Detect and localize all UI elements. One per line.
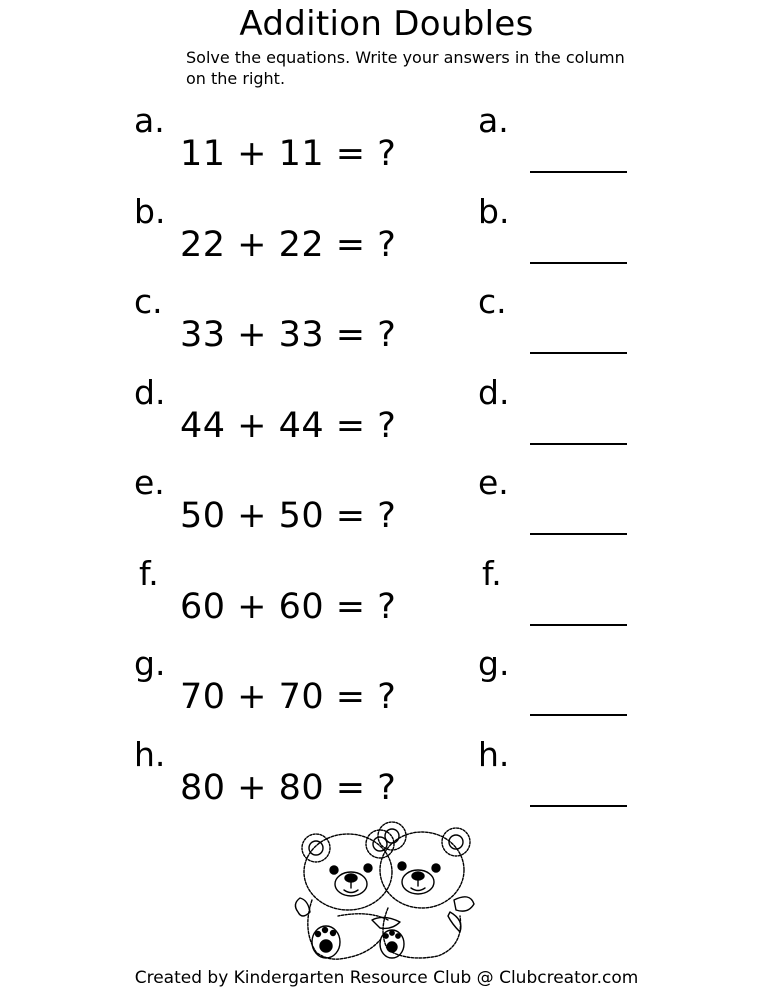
answer-blank[interactable]	[530, 443, 627, 445]
answer-blank[interactable]	[530, 805, 627, 807]
answer-letter: f.	[482, 553, 502, 593]
teddy-bears-icon	[288, 820, 478, 965]
answer-blank[interactable]	[530, 714, 627, 716]
answer-letter: g.	[478, 644, 510, 683]
problem-equation: 60 + 60 = ?	[180, 586, 397, 627]
problem-letter: h.	[134, 734, 166, 774]
problem-equation: 33 + 33 = ?	[180, 315, 397, 355]
answer-blank[interactable]	[530, 533, 627, 535]
problem-letter: g.	[134, 644, 166, 683]
problem-letter: b.	[134, 191, 166, 231]
problem-equation: 50 + 50 = ?	[180, 496, 397, 536]
problem-letter: c.	[134, 282, 163, 321]
problem-equation: 22 + 22 = ?	[180, 224, 397, 265]
problem-letter: f.	[139, 553, 159, 593]
problem-letter: e.	[134, 463, 165, 502]
problem-row	[0, 553, 773, 647]
problem-equation: 70 + 70 = ?	[180, 677, 397, 717]
answer-letter: b.	[478, 191, 510, 231]
problem-row	[0, 282, 773, 375]
problem-row	[0, 644, 773, 737]
problem-row	[0, 191, 773, 285]
answer-letter: d.	[478, 372, 510, 412]
problem-row	[0, 101, 773, 194]
footer-credit: Created by Kindergarten Resource Club @ Clubcreator.com	[134, 968, 639, 988]
problem-equation: 44 + 44 = ?	[180, 405, 397, 446]
problem-equation: 11 + 11 = ?	[180, 134, 397, 174]
problem-letter: d.	[134, 372, 166, 412]
answer-blank[interactable]	[530, 352, 627, 354]
page-title: Addition Doubles	[239, 4, 534, 44]
instructions: Solve the equations. Write your answers in the column on the right.	[186, 48, 625, 88]
answer-blank[interactable]	[530, 262, 627, 264]
answer-blank[interactable]	[530, 624, 627, 626]
answer-blank[interactable]	[530, 171, 627, 173]
problem-row	[0, 372, 773, 466]
answer-letter: a.	[478, 101, 509, 140]
problem-equation: 80 + 80 = ?	[180, 767, 397, 808]
problem-row	[0, 734, 773, 828]
answer-letter: h.	[478, 734, 510, 774]
answer-letter: e.	[478, 463, 509, 502]
answer-letter: c.	[478, 282, 507, 321]
problem-letter: a.	[134, 101, 165, 140]
problem-row	[0, 463, 773, 556]
